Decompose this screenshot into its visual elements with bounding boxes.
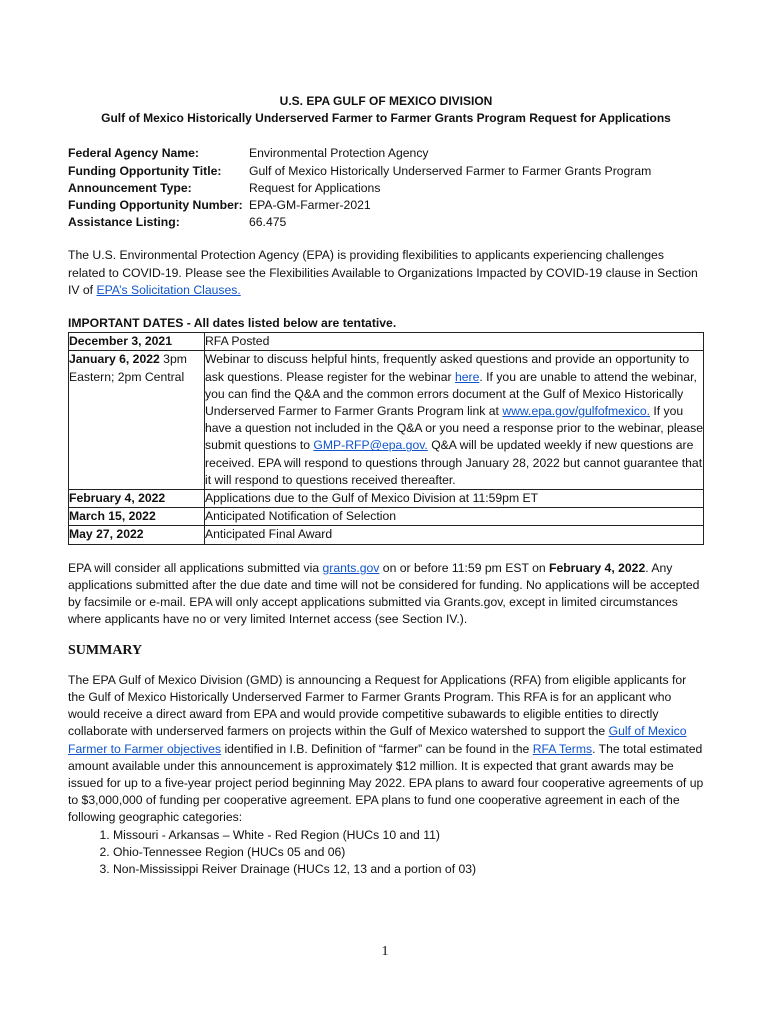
- funding-metadata: [68, 145, 704, 231]
- grants-gov-link[interactable]: grants.gov: [322, 560, 380, 575]
- summary-text: The EPA Gulf of Mexico Division (GMD) is announcing a Request for Applications (RFA) from eligible applicants for the Gulf of Mexico Historically Underserved Farmer to Farmer Grants Program. This RFA is for an applicant who would receive a direct award from EPA and would provide competitive subawards to eligible entities to directly collaborate with underserved farmers on projects within the Gulf of Mexico watershed to support the: [68, 672, 687, 739]
- intro-text: The U.S. Environmental Protection Agency (EPA) is providing flexibilities to applicants experiencing challenges related to COVID-19. Please see the Flexibilities Available to Organizations Impacted by COVID-19 clause in Section IV of: [68, 248, 698, 297]
- date-cell: February 4, 2022: [69, 490, 205, 508]
- rfa-terms-link[interactable]: RFA Terms: [532, 741, 593, 756]
- meta-value: Request for Applications: [249, 180, 381, 195]
- date-time: 3pm: [159, 352, 187, 367]
- event-cell: RFA Posted: [205, 333, 704, 351]
- meta-value: EPA-GM-Farmer-2021: [249, 198, 371, 213]
- farmer-objectives-link[interactable]: Gulf of Mexico Farmer to Farmer objectives: [68, 724, 687, 756]
- meta-value: Environmental Protection Agency: [249, 146, 429, 161]
- webinar-text: . If you are unable to attend the webinar, you can find the Q&A and the common errors document at the Gulf of Mexico Historically Underserved Farmer to Farmer Grants Program link at: [205, 369, 697, 419]
- table-row: [69, 526, 704, 544]
- program-title: Gulf of Mexico Historically Underserved Farmer to Farmer Grants Program Request for Applications: [101, 111, 671, 126]
- list-item: 1. Missouri - Arkansas – White - Red Region (HUCs 10 and 11): [113, 827, 704, 844]
- submission-text: EPA will consider all applications submitted via: [68, 560, 323, 575]
- summary-text: . The total estimated amount available under this announcement is approximately $12 million. It is expected that grant awards may be issued for up to a five-year project period beginning May 2022. EPA plans to award four cooperative agreements of up to $3,000,000 of funding per cooperative agreement. EPA plans to fund one cooperative agreement in each of the following geographic categories:: [68, 741, 704, 825]
- meta-label: Funding Opportunity Number:: [68, 198, 243, 213]
- webinar-text: Webinar to discuss helpful hints, frequently asked questions and provide an opportunity to ask questions. Please register for the webinar: [205, 352, 690, 384]
- rfp-email-link[interactable]: GMP-RFP@epa.gov.: [313, 438, 428, 453]
- important-dates-table: [68, 332, 704, 544]
- submission-text: on or before 11:59 pm EST on: [379, 560, 550, 575]
- event-cell: Anticipated Notification of Selection: [205, 508, 704, 526]
- page-number: 1: [381, 944, 389, 959]
- date-cell: May 27, 2022: [69, 526, 205, 544]
- submission-text: . Any applications submitted after the due date and time will not be considered for funding. No applications will be accepted by facsimile or e-mail. EPA will only accept applications submitted via Grants.gov, except in limited circumstances where applicants have no or very limited Internet access (see Section IV.).: [68, 560, 700, 627]
- table-row: [69, 490, 704, 508]
- list-item: 3. Non-Mississippi Reiver Drainage (HUCs 12, 13 and a portion of 03): [113, 861, 704, 878]
- table-row: [69, 508, 704, 526]
- event-cell: Anticipated Final Award: [205, 526, 704, 544]
- gulf-of-mexico-link[interactable]: www.epa.gov/gulfofmexico.: [502, 404, 651, 419]
- table-row: [69, 333, 704, 351]
- list-item: 2. Ohio-Tennessee Region (HUCs 05 and 06): [113, 844, 704, 861]
- event-cell: [205, 351, 704, 490]
- date-cell: [69, 351, 205, 490]
- geographic-categories-list: [68, 827, 704, 879]
- summary-paragraph: [68, 672, 704, 827]
- table-row: [69, 351, 704, 490]
- meta-value: Gulf of Mexico Historically Underserved Farmer to Farmer Grants Program: [249, 163, 652, 178]
- covid-flexibility-paragraph: [68, 247, 704, 299]
- meta-label: Funding Opportunity Title:: [68, 163, 222, 178]
- division-heading: U.S. EPA GULF OF MEXICO DIVISION: [279, 94, 493, 108]
- solicitation-clauses-link[interactable]: EPA’s Solicitation Clauses.: [96, 282, 241, 297]
- meta-label: Federal Agency Name:: [68, 146, 199, 161]
- meta-label: Announcement Type:: [68, 180, 192, 195]
- document-page: [68, 93, 704, 878]
- meta-value: 66.475: [249, 215, 287, 230]
- date-cell: March 15, 2022: [69, 508, 205, 526]
- date-time-zones: Eastern; 2pm Central: [69, 369, 185, 384]
- webinar-register-link[interactable]: here: [454, 369, 480, 384]
- webinar-text: Q&A will be updated weekly if new questions are received. EPA will respond to questions through January 28, 2022 but cannot guarantee that it will respond to questions received thereafter.: [205, 438, 703, 487]
- webinar-text: If you have a question not included in the Q&A or you need a response prior to the webinar, please submit questions to: [205, 404, 703, 453]
- due-date: February 4, 2022: [549, 560, 646, 575]
- summary-heading: SUMMARY: [68, 643, 143, 659]
- event-cell: Applications due to the Gulf of Mexico Division at 11:59pm ET: [205, 490, 704, 508]
- meta-label: Assistance Listing:: [68, 215, 180, 230]
- summary-text: identified in I.B. Definition of “farmer” can be found in the: [221, 741, 533, 756]
- submission-paragraph: [68, 560, 704, 629]
- date-bold: January 6, 2022: [69, 352, 160, 367]
- important-dates-title: IMPORTANT DATES - All dates listed below are tentative.: [68, 316, 397, 331]
- date-cell: December 3, 2021: [69, 333, 205, 351]
